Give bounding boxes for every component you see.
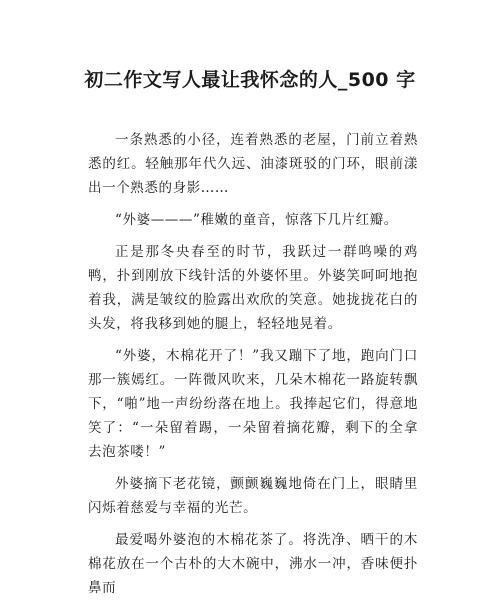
paragraph: 外婆摘下老花镜，颤颤巍巍地倚在门上，眼睛里闪烁着慈爱与幸福的光芒。 xyxy=(88,476,418,516)
document-title: 初二作文写人最让我怀念的人_500 字 xyxy=(84,69,416,91)
paragraph: 一条熟悉的小径，连着熟悉的老屋，门前立着熟悉的红。轻触那年代久远、油漆斑驳的门环，眼前漾出一个熟悉的身影…… xyxy=(88,132,418,196)
document-body xyxy=(88,128,418,608)
paragraph: 最爱喝外婆泡的木棉花茶了。将洗净、晒干的木棉花放在一个古朴的大木碗中，沸水一冲，香味便扑鼻而 xyxy=(88,532,418,596)
paragraph: 正是那冬央春至的时节，我跃过一群鸣噪的鸡鸭，扑到刚放下线针活的外婆怀里。外婆笑呵呵地抱着我，满是皱纹的脸露出欢欣的笑意。她拢拢花白的头发，将我移到她的腿上，轻轻地晃着。 xyxy=(88,244,418,332)
paragraph: “外婆———”稚嫩的童音，惊落下几片红瓣。 xyxy=(115,212,398,228)
paragraph: “外婆，木棉花开了！”我又蹦下了地，跑向门口那一簇嫣红。一阵微风吹来，几朵木棉花一路旋转飘下，“啪”地一声纷纷落在地上。我捧起它们，得意地笑了：“一朵留着踢，一朵留着摘花瓣，剩下的全拿去泡茶喽！” xyxy=(88,348,418,460)
